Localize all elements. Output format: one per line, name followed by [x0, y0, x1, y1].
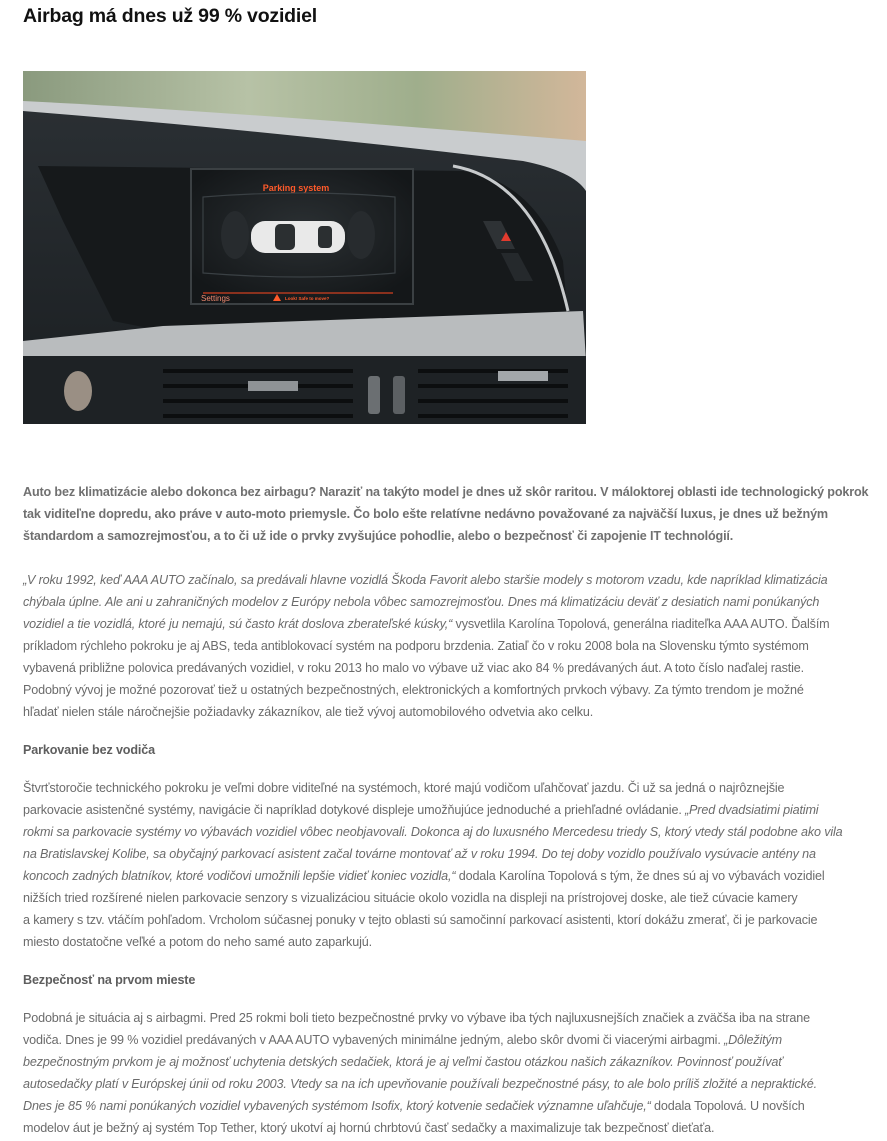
- article-image: [23, 71, 586, 424]
- quote-text: vozidiel a tie vozidlá, ktoré ju nemajú, sú často krát doslova zberateľské kúsky,“: [23, 617, 453, 631]
- article-body: [23, 481, 875, 1139]
- lead-paragraph: [23, 481, 875, 547]
- screen-warning: Look! Safe to move?: [285, 296, 330, 301]
- paragraph-2: [23, 777, 875, 953]
- quote-text: na Bratislavskej Kolibe, sa obyčajný parkovací asistent začal továrne montovať až v roku 1994. Do tej doby vozidlo používalo vysúvacie antény na: [23, 847, 816, 861]
- body-text: hľadať nielen stále náročnejšie požiadavky zákazníkov, ale tiež vývoj automobilového odvetvia ako celku.: [23, 705, 594, 719]
- lead-line: tak viditeľne dopredu, ako práve v auto-moto priemysle. Čo bolo ešte relatívne nedávno považované za najväčší luxus, je dnes už bežným: [23, 507, 828, 521]
- section-heading-safety: Bezpečnosť na prvom mieste: [23, 973, 196, 987]
- body-text: miesto dostatočne veľké a potom do neho samé auto zaparkujú.: [23, 935, 372, 949]
- screen-settings: Settings: [201, 294, 230, 303]
- quote-text: koncoch zadných blatníkov, ktoré vodičovi umožnili lepšie vidieť koniec vozidla,“: [23, 869, 456, 883]
- body-text: vybavená približne polovica predávaných vozidiel, v roku 2013 ho malo vo výbave už viac ako 84 % predávaných áut. A toto číslo naďalej rastie.: [23, 661, 805, 675]
- lead-line: Auto bez klimatizácie alebo dokonca bez airbagu? Naraziť na takýto model je dnes už skôr raritou. V máloktorej oblasti ide technologický pokrok: [23, 485, 869, 499]
- body-text: dodala Topolová. U novších: [650, 1099, 805, 1113]
- quote-text: „Pred dvadsiatimi piatimi: [685, 803, 819, 817]
- article-title: Airbag má dnes už 99 % vozidiel: [23, 5, 317, 27]
- body-text: parkovacie asistenčné systémy, navigácie či napríklad dotykové displeje umožňujúce jednoduché a priehľadné ovládanie.: [23, 803, 686, 817]
- quote-text: „Dôležitým: [724, 1033, 783, 1047]
- body-text: a kamery s tzv. vtáčím pohľadom. Vrcholom súčasnej ponuky v tejto oblasti sú samočinní parkovací asistenti, ktorí dokážu zmerať, či je parkovacie: [23, 913, 818, 927]
- paragraph-1: [23, 569, 875, 723]
- body-text: Štvrťstoročie technického pokroku je veľmi dobre viditeľné na systémoch, ktoré majú vodičom uľahčovať jazdu. Či už sa jedná o najrôznejšie: [23, 781, 785, 795]
- body-text: príkladom rýchleho pokroku je aj ABS, teda antiblokovací systém na podporu brzdenia. Zatiaľ čo v roku 2008 bola na Slovensku týmto systémom: [23, 639, 809, 653]
- quote-text: rokmi sa parkovacie systémy vo výbavách vozidiel vôbec neobjavovali. Dokonca aj do luxusného Mercedesu triedy S, ktorý vtedy stál podobne ako vila: [23, 825, 843, 839]
- quote-text: bezpečnostným prvkom je aj možnosť uchytenia detských sedačiek, ktorá je aj veľmi častou otázkou našich zákazníkov. Povinnosť používať: [23, 1055, 783, 1069]
- lead-line: štandardom a samozrejmosťou, a to či už ide o prvky zvyšujúce pohodlie, alebo o bezpečnosť či zapojenie IT technológií.: [23, 529, 734, 543]
- car-icon: [251, 221, 345, 253]
- quote-text: „V roku 1992, keď AAA AUTO začínalo, sa predávali hlavne vozidlá Škoda Favorit alebo staršie modely s motorom vzadu, kde napríklad klimatizácia: [23, 573, 828, 587]
- body-text: modelov áut je bežný aj systém Top Tether, ktorý ukotví aj hornú chrbtovú časť sedačky a maximalizuje tak bezpečnosť dieťaťa.: [23, 1121, 715, 1135]
- body-text: vysvetlila Karolína Topolová, generálna riaditeľka AAA AUTO. Ďalším: [452, 617, 830, 631]
- body-text: Podobný vývoj je možné pozorovať tiež u ostatných bezpečnostných, elektronických a komfortných prvkoch výbavy. Za týmto trendom je možné: [23, 683, 804, 697]
- body-text: Podobná je situácia aj s airbagmi. Pred 25 rokmi boli tieto bezpečnostné prvky vo výbave iba tých najluxusnejších značiek a zväčša iba na strane: [23, 1011, 810, 1025]
- car-dashboard-photo: [23, 71, 586, 424]
- screen-title: Parking system: [262, 183, 330, 193]
- paragraph-3: [23, 1007, 875, 1139]
- body-text: nižších tried rozšírené nielen parkovacie senzory s vizualizáciou situácie okolo vozidla na displeji na prístrojovej doske, ale tiež cúvacie kamery: [23, 891, 798, 905]
- quote-text: chýbala úplne. Ale ani u zahraničných modelov z Európy nebola vôbec samozrejmosťou. Dnes má klimatizáciu deväť z desiatich nami ponúkaných: [23, 595, 820, 609]
- quote-text: autosedačky platí v Európskej únii od roku 2003. Vtedy sa na ich upevňovanie používali bezpečnostné pásy, to ale bolo príliš zložité a nepraktické.: [23, 1077, 818, 1091]
- body-text: vodiča. Dnes je 99 % vozidiel predávaných v AAA AUTO vybavených minimálne jedným, alebo skôr dvomi či viacerými airbagmi.: [23, 1033, 725, 1047]
- body-text: dodala Karolína Topolová s tým, že dnes sú aj vo výbavách vozidiel: [455, 869, 825, 883]
- quote-text: Dnes je 85 % nami ponúkaných vozidiel vybavených systémom Isofix, ktorý kotvenie sedačiek významne uľahčuje,“: [23, 1099, 651, 1113]
- section-heading-parking: Parkovanie bez vodiča: [23, 743, 155, 757]
